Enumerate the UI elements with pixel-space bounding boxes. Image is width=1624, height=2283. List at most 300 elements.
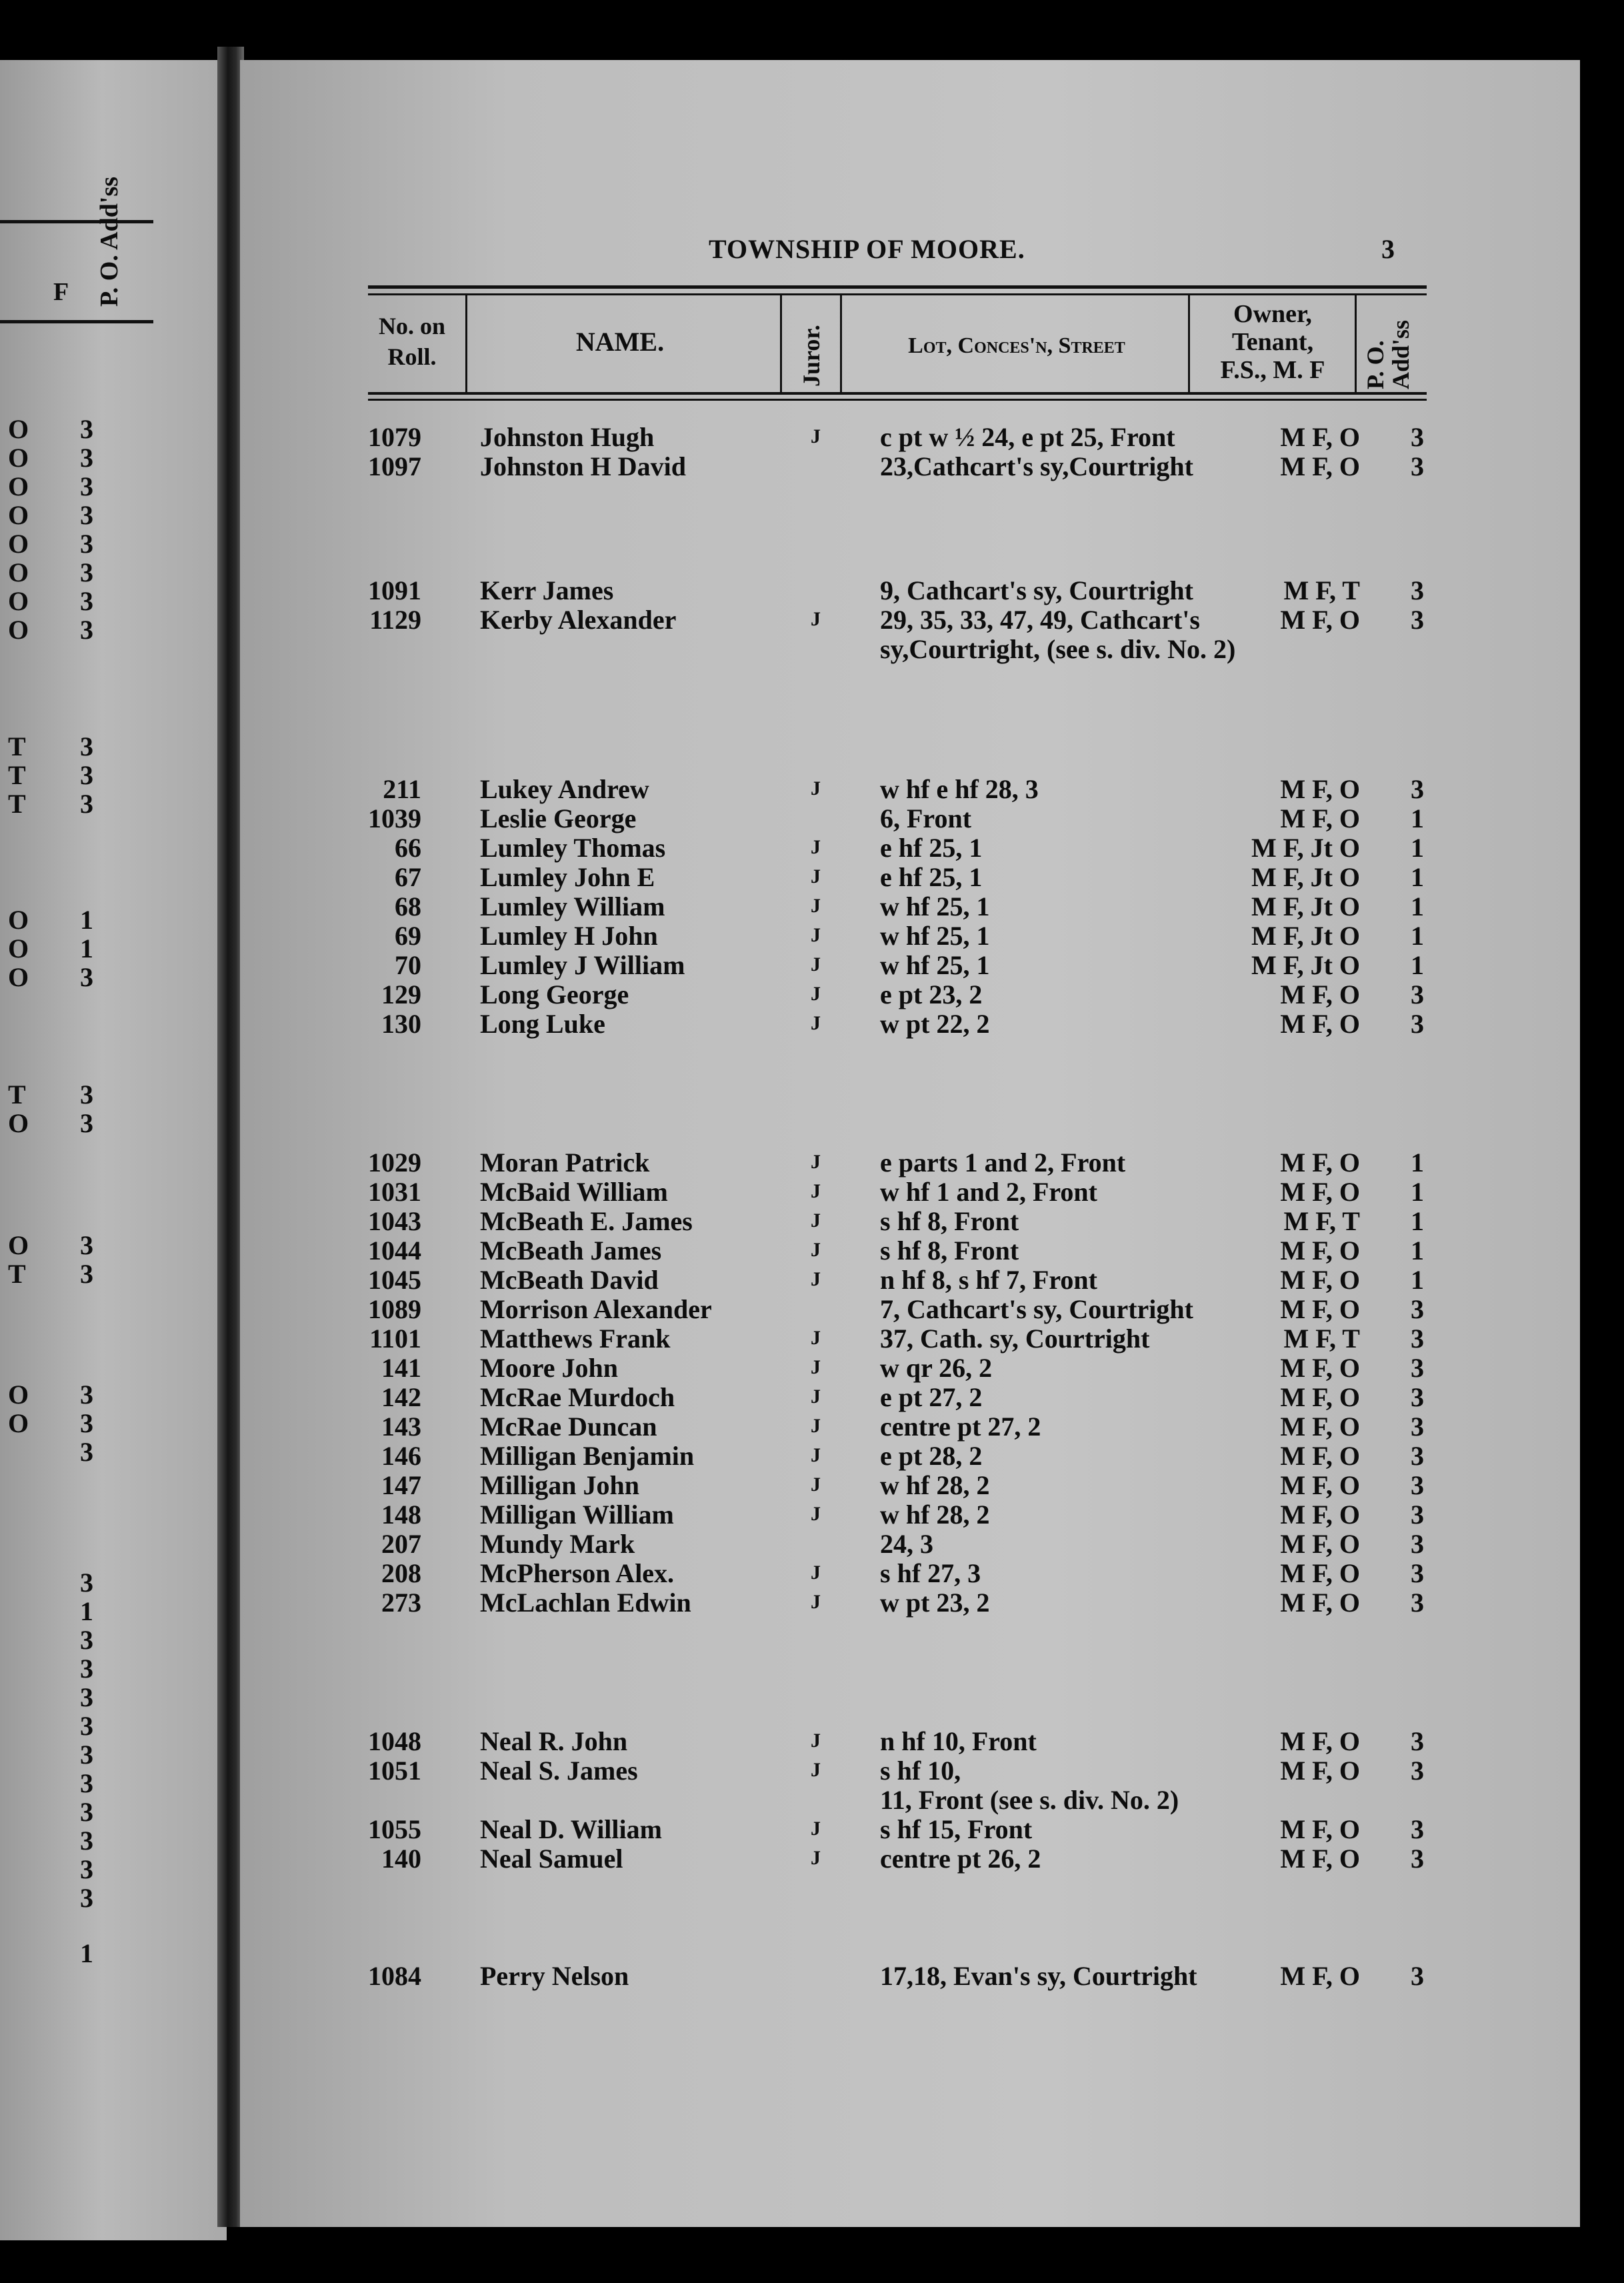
roll-entry-row xyxy=(0,1294,1624,1323)
roll-number: 1048 xyxy=(368,1726,421,1756)
po-address: 3 xyxy=(1411,1500,1424,1530)
left-row xyxy=(0,499,133,529)
roll-entry-row xyxy=(0,1843,1624,1872)
roll-entry-row xyxy=(0,1587,1624,1616)
lot-concession: 29, 35, 33, 47, 49, Cathcart's xyxy=(880,605,1200,635)
po-address: 1 xyxy=(1411,1236,1424,1266)
juror-mark: J xyxy=(811,836,821,858)
header-top-rule-2 xyxy=(368,293,1427,295)
left-header-f: F xyxy=(53,278,69,306)
left-row-po: 3 xyxy=(80,1711,93,1741)
header-divider-2 xyxy=(780,295,782,394)
owner-status: M F, O xyxy=(1280,1470,1360,1500)
owner-status: M F, O xyxy=(1280,1441,1360,1471)
lot-concession: c pt w ½ 24, e pt 25, Front xyxy=(880,422,1175,452)
lot-concession: 17,18, Evan's sy, Courtright xyxy=(880,1961,1197,1991)
left-row-po: 1 xyxy=(80,905,93,935)
owner-status: M F, O xyxy=(1280,1382,1360,1412)
page-title: TOWNSHIP OF MOORE. xyxy=(709,234,1025,264)
roll-number: 1129 xyxy=(369,605,421,635)
lot-concession: w qr 26, 2 xyxy=(880,1353,993,1383)
roll-number: 141 xyxy=(381,1353,421,1383)
roll-entry-row xyxy=(0,1382,1624,1411)
po-address: 1 xyxy=(1411,833,1424,863)
roll-number: 142 xyxy=(381,1382,421,1412)
po-address: 3 xyxy=(1411,1756,1424,1786)
header-po-line2: Add'ss xyxy=(1387,319,1414,389)
lot-concession: w hf 25, 1 xyxy=(880,921,990,951)
roll-number: 1039 xyxy=(368,803,421,833)
roll-number: 143 xyxy=(381,1412,421,1442)
juror-mark: J xyxy=(811,1503,821,1525)
lot-concession: w hf 25, 1 xyxy=(880,891,990,921)
juror-mark: J xyxy=(811,895,821,917)
lot-concession: w hf e hf 28, 3 xyxy=(880,774,1039,804)
po-address: 3 xyxy=(1411,1382,1424,1412)
left-row-po: 3 xyxy=(80,500,93,530)
roll-number: 1055 xyxy=(368,1814,421,1844)
po-address: 1 xyxy=(1411,1148,1424,1178)
roll-entry-row xyxy=(0,1206,1624,1235)
left-row-code: O xyxy=(8,1408,29,1438)
lot-concession: s hf 10, xyxy=(880,1756,961,1786)
header-no-on-roll-line2: Roll. xyxy=(387,343,437,370)
left-row xyxy=(0,1682,133,1711)
po-address: 3 xyxy=(1411,451,1424,481)
owner-status: M F, O xyxy=(1280,1558,1360,1588)
left-row-code: O xyxy=(8,529,29,559)
po-address: 3 xyxy=(1411,1009,1424,1039)
entry-name: Moran Patrick xyxy=(480,1148,650,1178)
owner-status: M F, Jt O xyxy=(1251,833,1360,863)
page-number: 3 xyxy=(1381,234,1395,264)
po-address: 3 xyxy=(1411,1529,1424,1559)
owner-status: M F, O xyxy=(1280,422,1360,452)
left-row-po: 3 xyxy=(80,1854,93,1884)
left-row-po: 3 xyxy=(80,557,93,587)
roll-entry-row xyxy=(0,1784,1624,1814)
juror-mark: J xyxy=(811,983,821,1005)
header-po-line1: P. O. xyxy=(1362,340,1389,389)
left-header-po xyxy=(95,177,124,307)
po-address: 1 xyxy=(1411,891,1424,921)
left-row-po: 3 xyxy=(80,1740,93,1770)
lot-concession: w hf 28, 2 xyxy=(880,1470,990,1500)
left-row xyxy=(0,528,133,557)
po-address: 3 xyxy=(1411,774,1424,804)
juror-mark: J xyxy=(811,1847,821,1869)
po-address: 1 xyxy=(1411,803,1424,833)
owner-status: M F, O xyxy=(1280,1177,1360,1207)
juror-mark: J xyxy=(811,1415,821,1437)
roll-number: 1084 xyxy=(368,1961,421,1991)
left-row-code: O xyxy=(8,1230,29,1260)
entry-name: Long George xyxy=(480,979,629,1009)
owner-status: M F, O xyxy=(1280,979,1360,1009)
owner-status: M F, Jt O xyxy=(1251,891,1360,921)
juror-mark: J xyxy=(811,1210,821,1232)
left-row-po: 3 xyxy=(80,443,93,473)
left-header-bottom-rule xyxy=(0,320,153,323)
entry-name: McBeath David xyxy=(480,1265,659,1295)
lot-concession: s hf 15, Front xyxy=(880,1814,1033,1844)
roll-entry-row xyxy=(0,1814,1624,1843)
roll-number: 146 xyxy=(381,1441,421,1471)
entry-name: Perry Nelson xyxy=(480,1961,629,1991)
owner-status: M F, O xyxy=(1280,803,1360,833)
roll-entry-row xyxy=(0,773,1624,803)
roll-number: 148 xyxy=(381,1500,421,1530)
left-row-po: 3 xyxy=(80,962,93,992)
po-address: 3 xyxy=(1411,1294,1424,1324)
left-row-code: O xyxy=(8,1108,29,1138)
roll-entry-row xyxy=(0,1440,1624,1470)
juror-mark: J xyxy=(811,1730,821,1752)
owner-status: M F, T xyxy=(1283,1324,1360,1354)
roll-number: 1089 xyxy=(368,1294,421,1324)
left-row-po: 1 xyxy=(80,1938,93,1968)
roll-number: 1079 xyxy=(368,422,421,452)
juror-mark: J xyxy=(811,1444,821,1466)
roll-entry-row xyxy=(0,1499,1624,1528)
entry-name: Lumley John E xyxy=(480,862,655,892)
po-address: 3 xyxy=(1411,1558,1424,1588)
roll-number: 70 xyxy=(395,950,421,980)
roll-entry-row xyxy=(0,1352,1624,1382)
roll-entry-row xyxy=(0,1960,1624,1990)
lot-concession: 6, Front xyxy=(880,803,972,833)
header-name: NAME. xyxy=(575,327,665,357)
left-header-top-rule xyxy=(0,220,153,223)
entry-name: Milligan John xyxy=(480,1470,639,1500)
left-row-po: 3 xyxy=(80,1682,93,1712)
left-row-po: 3 xyxy=(80,1883,93,1913)
owner-status: M F, O xyxy=(1280,1009,1360,1039)
juror-mark: J xyxy=(811,1562,821,1584)
entry-name: McRae Duncan xyxy=(480,1412,657,1442)
roll-number: 130 xyxy=(381,1009,421,1039)
left-row-code: O xyxy=(8,471,29,501)
left-row xyxy=(0,1882,133,1912)
owner-status: M F, T xyxy=(1283,575,1360,605)
juror-mark: J xyxy=(811,1327,821,1349)
left-row-code: O xyxy=(8,615,29,645)
roll-entry-row xyxy=(0,920,1624,949)
roll-entry-row xyxy=(0,575,1624,604)
entry-name: Kerr James xyxy=(480,575,614,605)
left-row-po: 3 xyxy=(80,1408,93,1438)
po-address: 3 xyxy=(1411,1844,1424,1874)
po-address: 3 xyxy=(1411,1412,1424,1442)
header-owner xyxy=(1191,300,1355,384)
entry-name: Matthews Frank xyxy=(480,1324,671,1354)
lot-concession: centre pt 27, 2 xyxy=(880,1412,1041,1442)
owner-status: M F, O xyxy=(1280,1756,1360,1786)
left-row-po: 3 xyxy=(80,471,93,501)
left-row-po: 3 xyxy=(80,1768,93,1798)
owner-status: M F, O xyxy=(1280,1148,1360,1178)
lot-concession: 7, Cathcart's sy, Courtright xyxy=(880,1294,1193,1324)
lot-concession: centre pt 26, 2 xyxy=(880,1844,1041,1874)
roll-entry-row xyxy=(0,1147,1624,1176)
owner-status: M F, O xyxy=(1280,1529,1360,1559)
header-lot: Lot, Conces'n, Street xyxy=(908,333,1125,358)
lot-concession: n hf 10, Front xyxy=(880,1726,1037,1756)
left-row xyxy=(0,1079,133,1108)
po-address: 3 xyxy=(1411,605,1424,635)
left-row-po: 3 xyxy=(80,1797,93,1827)
roll-number: 1031 xyxy=(368,1177,421,1207)
roll-number: 207 xyxy=(381,1529,421,1559)
juror-mark: J xyxy=(811,1759,821,1781)
entry-name: Mundy Mark xyxy=(480,1529,635,1559)
left-row-po: 1 xyxy=(80,1596,93,1626)
left-row-code: O xyxy=(8,500,29,530)
po-address: 3 xyxy=(1411,1441,1424,1471)
po-address: 1 xyxy=(1411,1206,1424,1236)
entry-name: Lumley J William xyxy=(480,950,685,980)
left-row-po: 3 xyxy=(80,1568,93,1598)
left-row-code: O xyxy=(8,586,29,616)
entry-name: Neal D. William xyxy=(480,1814,662,1844)
po-address: 3 xyxy=(1411,1726,1424,1756)
roll-entry-row xyxy=(0,1411,1624,1440)
entry-name: McBeath James xyxy=(480,1236,662,1266)
left-header-po-line1: P. O. xyxy=(95,255,123,307)
left-row-po: 3 xyxy=(80,760,93,790)
header-bottom-rule xyxy=(368,392,1427,395)
lot-concession: 11, Front (see s. div. No. 2) xyxy=(880,1785,1179,1815)
owner-status: M F, O xyxy=(1280,1412,1360,1442)
roll-entry-row xyxy=(0,604,1624,633)
entry-name: Milligan Benjamin xyxy=(480,1441,695,1471)
roll-entry-row xyxy=(0,861,1624,891)
left-row-code: T xyxy=(8,789,26,819)
left-row-po: 3 xyxy=(80,789,93,819)
po-address: 1 xyxy=(1411,1265,1424,1295)
entry-name: Lumley Thomas xyxy=(480,833,666,863)
lot-concession: n hf 8, s hf 7, Front xyxy=(880,1265,1097,1295)
left-row-code: O xyxy=(8,933,29,963)
entry-name: Neal Samuel xyxy=(480,1844,623,1874)
owner-status: M F, O xyxy=(1280,1961,1360,1991)
left-row-code: T xyxy=(8,731,26,761)
left-row-code: O xyxy=(8,557,29,587)
header-bottom-rule-2 xyxy=(368,399,1427,401)
lot-concession: w hf 28, 2 xyxy=(880,1500,990,1530)
roll-entry-row xyxy=(0,803,1624,832)
entry-name: McBeath E. James xyxy=(480,1206,693,1236)
entry-name: McPherson Alex. xyxy=(480,1558,675,1588)
left-row xyxy=(0,1107,133,1137)
lot-concession: w hf 25, 1 xyxy=(880,950,990,980)
roll-entry-row xyxy=(0,1008,1624,1037)
lot-concession: 24, 3 xyxy=(880,1529,933,1559)
entry-name: Lukey Andrew xyxy=(480,774,649,804)
left-row-code: T xyxy=(8,1259,26,1289)
roll-number: 1043 xyxy=(368,1206,421,1236)
owner-status: M F, O xyxy=(1280,1588,1360,1618)
left-column-header xyxy=(53,176,147,313)
lot-concession: s hf 8, Front xyxy=(880,1206,1019,1236)
entry-name: McLachlan Edwin xyxy=(480,1588,691,1618)
left-row-code: O xyxy=(8,905,29,935)
owner-status: M F, O xyxy=(1280,1236,1360,1266)
roll-entry-row xyxy=(0,451,1624,480)
roll-entry-row xyxy=(0,1470,1624,1499)
roll-number: 68 xyxy=(395,891,421,921)
po-address: 3 xyxy=(1411,1470,1424,1500)
entry-name: Long Luke xyxy=(480,1009,605,1039)
owner-status: M F, O xyxy=(1280,1726,1360,1756)
roll-number: 1097 xyxy=(368,451,421,481)
left-row-po: 3 xyxy=(80,731,93,761)
roll-entry-row xyxy=(0,979,1624,1008)
po-address: 3 xyxy=(1411,1814,1424,1844)
owner-status: M F, O xyxy=(1280,1265,1360,1295)
juror-mark: J xyxy=(811,1474,821,1496)
juror-mark: J xyxy=(811,1180,821,1202)
left-row-po: 3 xyxy=(80,1230,93,1260)
left-row-po: 3 xyxy=(80,1108,93,1138)
roll-entry-row xyxy=(0,421,1624,451)
entry-name: Milligan William xyxy=(480,1500,674,1530)
roll-number: 67 xyxy=(395,862,421,892)
juror-mark: J xyxy=(811,1239,821,1261)
left-row-po: 3 xyxy=(80,1079,93,1109)
lot-concession: sy,Courtright, (see s. div. No. 2) xyxy=(880,634,1236,664)
left-header-po-line2: Add'ss xyxy=(95,176,123,250)
roll-entry-row xyxy=(0,1264,1624,1294)
owner-status: M F, O xyxy=(1280,451,1360,481)
lot-concession: e pt 23, 2 xyxy=(880,979,983,1009)
juror-mark: J xyxy=(811,608,821,630)
owner-status: M F, O xyxy=(1280,1294,1360,1324)
roll-number: 69 xyxy=(395,921,421,951)
left-row-po: 3 xyxy=(80,586,93,616)
left-row xyxy=(0,1624,133,1654)
roll-number: 66 xyxy=(395,833,421,863)
owner-status: M F, O xyxy=(1280,1353,1360,1383)
entry-name: Morrison Alexander xyxy=(480,1294,712,1324)
roll-entry-row xyxy=(0,949,1624,979)
header-no-on-roll xyxy=(365,311,459,372)
juror-mark: J xyxy=(811,1012,821,1034)
entry-name: Leslie George xyxy=(480,803,637,833)
owner-status: M F, O xyxy=(1280,605,1360,635)
juror-mark: J xyxy=(811,425,821,447)
lot-concession: e pt 28, 2 xyxy=(880,1441,983,1471)
roll-entry-row xyxy=(0,1755,1624,1784)
header-owner-line2: Tenant, xyxy=(1231,328,1314,356)
roll-number: 1045 xyxy=(368,1265,421,1295)
left-row-po: 3 xyxy=(80,1437,93,1467)
owner-status: M F, O xyxy=(1280,774,1360,804)
juror-mark: J xyxy=(811,777,821,799)
header-divider-5 xyxy=(1355,295,1357,394)
left-row-code: O xyxy=(8,443,29,473)
po-address: 3 xyxy=(1411,422,1424,452)
header-divider-3 xyxy=(840,295,842,394)
lot-concession: w pt 23, 2 xyxy=(880,1588,990,1618)
header-juror: Juror. xyxy=(798,324,825,387)
left-row-po: 3 xyxy=(80,1654,93,1684)
left-row-code: T xyxy=(8,1079,26,1109)
juror-mark: J xyxy=(811,953,821,975)
lot-concession: w hf 1 and 2, Front xyxy=(880,1177,1097,1207)
left-row-po: 3 xyxy=(80,1826,93,1856)
left-row-code: T xyxy=(8,760,26,790)
left-row-code: O xyxy=(8,962,29,992)
roll-entry-row xyxy=(0,1528,1624,1558)
roll-number: 1044 xyxy=(368,1236,421,1266)
juror-mark: J xyxy=(811,1151,821,1173)
lot-concession: 23,Cathcart's sy,Courtright xyxy=(880,451,1193,481)
entry-name: Kerby Alexander xyxy=(480,605,677,635)
header-owner-line3: F.S., M. F xyxy=(1220,356,1325,384)
roll-number: 208 xyxy=(381,1558,421,1588)
po-address: 3 xyxy=(1411,575,1424,605)
left-row xyxy=(0,731,133,760)
roll-number: 1051 xyxy=(368,1756,421,1786)
entry-name: Neal R. John xyxy=(480,1726,628,1756)
roll-number: 129 xyxy=(381,979,421,1009)
juror-mark: J xyxy=(811,865,821,887)
juror-mark: J xyxy=(811,924,821,946)
lot-concession: e pt 27, 2 xyxy=(880,1382,983,1412)
left-row-code: O xyxy=(8,414,29,444)
header-divider-4 xyxy=(1188,295,1190,394)
header-po xyxy=(1363,320,1413,389)
header-top-rule xyxy=(368,285,1427,289)
roll-number: 147 xyxy=(381,1470,421,1500)
left-row-po: 3 xyxy=(80,1259,93,1289)
header-divider-1 xyxy=(465,295,467,394)
lot-concession: 37, Cath. sy, Courtright xyxy=(880,1324,1150,1354)
owner-status: M F, Jt O xyxy=(1251,921,1360,951)
po-address: 3 xyxy=(1411,1588,1424,1618)
left-row-po: 3 xyxy=(80,615,93,645)
header-no-on-roll-line1: No. on xyxy=(378,313,446,339)
lot-concession: e parts 1 and 2, Front xyxy=(880,1148,1126,1178)
owner-status: M F, Jt O xyxy=(1251,950,1360,980)
lot-concession: e hf 25, 1 xyxy=(880,833,983,863)
entry-name: McRae Murdoch xyxy=(480,1382,675,1412)
po-address: 3 xyxy=(1411,1961,1424,1991)
lot-concession: 9, Cathcart's sy, Courtright xyxy=(880,575,1193,605)
entry-name: Neal S. James xyxy=(480,1756,638,1786)
owner-status: M F, Jt O xyxy=(1251,862,1360,892)
owner-status: M F, O xyxy=(1280,1814,1360,1844)
entry-name: Johnston H David xyxy=(480,451,686,481)
header-owner-line1: Owner, xyxy=(1233,300,1312,328)
left-row-po: 3 xyxy=(80,414,93,444)
po-address: 3 xyxy=(1411,1353,1424,1383)
entry-name: Lumley William xyxy=(480,891,665,921)
roll-number: 1091 xyxy=(368,575,421,605)
po-address: 3 xyxy=(1411,1324,1424,1354)
roll-entry-row xyxy=(0,1726,1624,1755)
left-row-po: 3 xyxy=(80,1625,93,1655)
juror-mark: J xyxy=(811,1591,821,1613)
roll-number: 211 xyxy=(383,774,421,804)
juror-mark: J xyxy=(811,1356,821,1378)
roll-entry-row xyxy=(0,1176,1624,1206)
lot-concession: e hf 25, 1 xyxy=(880,862,983,892)
juror-mark: J xyxy=(811,1268,821,1290)
owner-status: M F, O xyxy=(1280,1844,1360,1874)
lot-concession: s hf 27, 3 xyxy=(880,1558,981,1588)
